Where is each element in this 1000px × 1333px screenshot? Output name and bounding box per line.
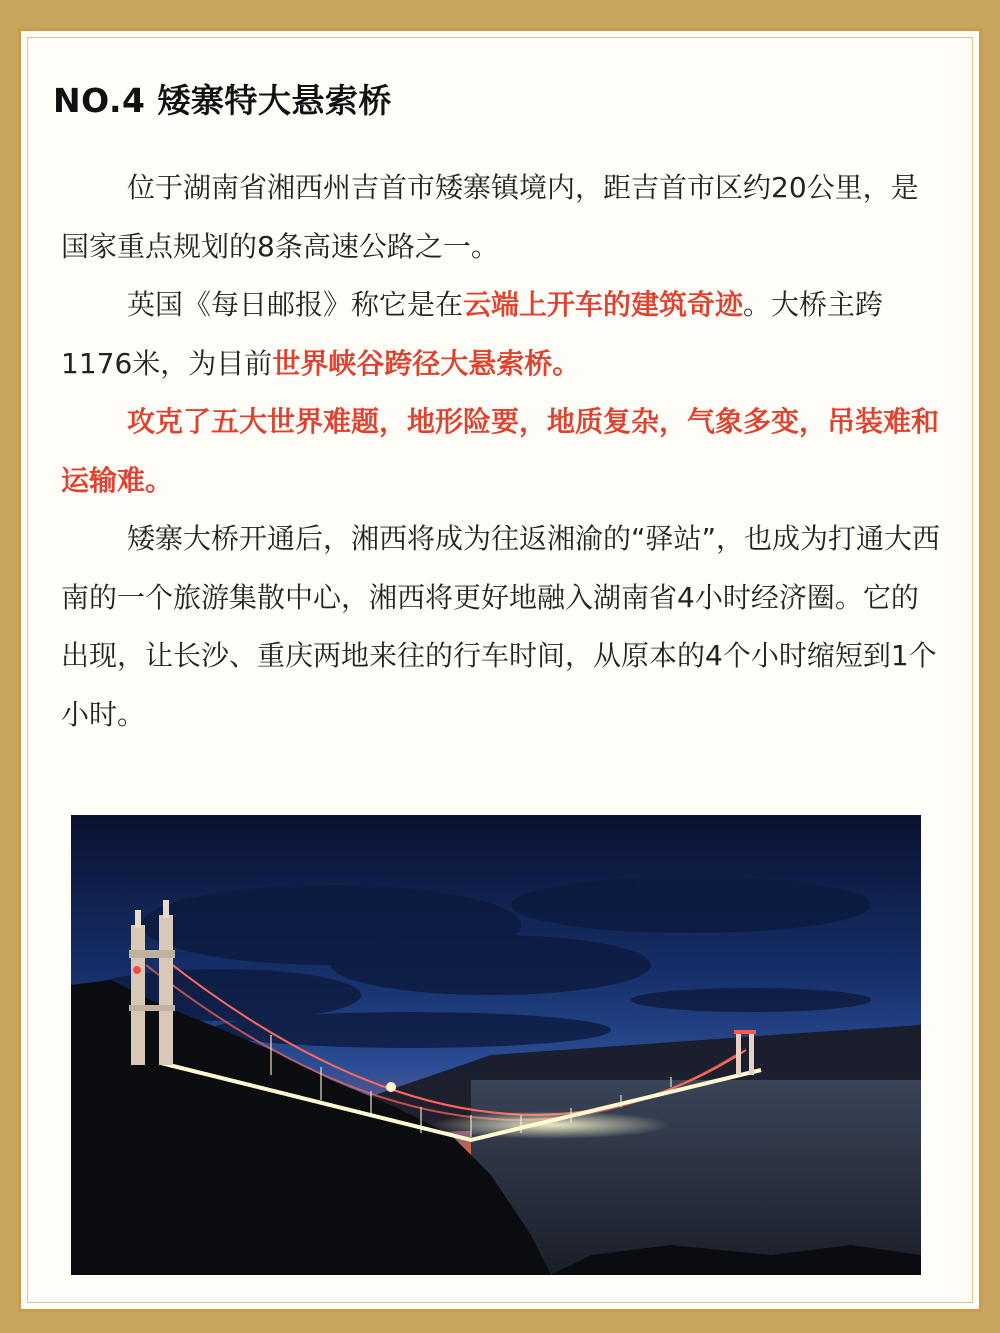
bridge-photo (71, 815, 921, 1275)
text-segment: 。大桥主跨1176米，为目前 (61, 288, 884, 380)
paragraph-daily-mail (61, 276, 941, 393)
deck-glow (431, 1111, 671, 1139)
article-body (61, 159, 941, 744)
paragraph-location: 位于湖南省湘西州吉首市矮寨镇境内，距吉首市区约20公里，是国家重点规划的8条高速公路之一。 (61, 171, 919, 263)
paragraph-challenges: 攻克了五大世界难题，地形险要，地质复杂，气象多变，吊装难和运输难。 (61, 405, 940, 497)
article-title: NO.4 矮寨特大悬索桥 (53, 81, 392, 120)
text-segment: 英国《每日邮报》称它是在 (127, 288, 464, 321)
light-point (386, 1082, 396, 1092)
highlight-text: 云端上开车的建筑奇迹 (463, 288, 744, 321)
suspension-bridge-night-photo (71, 815, 921, 1275)
paragraph-impact: 矮寨大桥开通后，湘西将成为往返湘渝的“驿站”，也成为打通大西南的一个旅游集散中心，湘西将更好地融入湖南省4小时经济圈。它的出现，让长沙、重庆两地来往的行车时间，从原本的4个小时缩短到1个小时。 (61, 522, 941, 731)
highlight-text: 世界峡谷跨径大悬索桥。 (272, 346, 581, 380)
article-card (18, 28, 982, 1312)
